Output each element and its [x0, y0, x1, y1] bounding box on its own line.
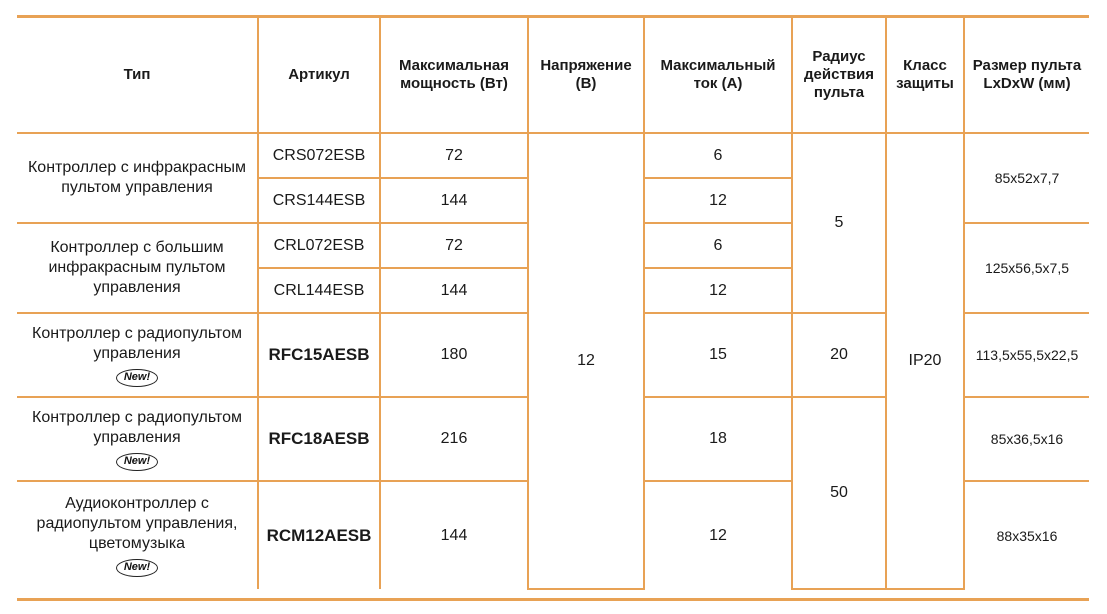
header-remote-size: Размер пульта LxDxW (мм)	[964, 18, 1089, 133]
type-cell	[17, 481, 258, 589]
new-badge: New!	[116, 453, 158, 471]
header-current: Максимальный ток (А)	[644, 18, 792, 133]
type-label: Контроллер с радиопультом управления	[32, 408, 242, 446]
header-type: Тип	[17, 18, 258, 133]
type-label: Контроллер с инфракрасным пультом управления	[27, 159, 247, 196]
type-cell	[17, 133, 258, 223]
header-radius: Радиус действия пульта	[792, 18, 886, 133]
current-cell: 18	[644, 397, 792, 481]
type-cell	[17, 223, 258, 313]
remote-size-cell: 125x56,5x7,5	[964, 223, 1089, 313]
radius-cell: 50	[792, 397, 886, 589]
type-cell	[17, 313, 258, 397]
current-cell: 15	[644, 313, 792, 397]
power-cell: 180	[380, 313, 528, 397]
article-cell: CRS072ESB	[258, 133, 380, 178]
remote-size-cell: 88x35x16	[964, 481, 1089, 589]
remote-size-cell: 85x36,5x16	[964, 397, 1089, 481]
power-cell: 144	[380, 481, 528, 589]
protection-cell: IP20	[886, 133, 964, 589]
article-cell: RFC15AESB	[258, 313, 380, 397]
header-article: Артикул	[258, 18, 380, 133]
remote-size-cell: 85x52x7,7	[964, 133, 1089, 223]
current-cell: 6	[644, 133, 792, 178]
current-cell: 12	[644, 178, 792, 223]
current-cell: 6	[644, 223, 792, 268]
current-cell: 12	[644, 481, 792, 589]
radius-cell: 5	[792, 133, 886, 313]
remote-size-cell: 113,5x55,5x22,5	[964, 313, 1089, 397]
header-protection: Класс защиты	[886, 18, 964, 133]
power-cell: 144	[380, 268, 528, 313]
article-cell: CRS144ESB	[258, 178, 380, 223]
header-voltage: Напряжение (В)	[528, 18, 644, 133]
type-label: Аудиоконтроллер с радиопультом управления, цветомузыка	[36, 495, 238, 552]
article-cell: CRL144ESB	[258, 268, 380, 313]
power-cell: 216	[380, 397, 528, 481]
header-row	[17, 18, 1089, 133]
controllers-table	[17, 18, 1089, 590]
new-badge: New!	[116, 559, 158, 577]
article-cell: RFC18AESB	[258, 397, 380, 481]
article-cell: RCM12AESB	[258, 481, 380, 589]
power-cell: 72	[380, 133, 528, 178]
article-cell: CRL072ESB	[258, 223, 380, 268]
header-power: Максимальная мощность (Вт)	[380, 18, 528, 133]
current-cell: 12	[644, 268, 792, 313]
new-badge: New!	[116, 369, 158, 387]
type-label: Контроллер с радиопультом управления	[32, 324, 242, 362]
power-cell: 144	[380, 178, 528, 223]
table-row	[17, 133, 1089, 178]
voltage-cell: 12	[528, 133, 644, 589]
type-cell	[17, 397, 258, 481]
power-cell: 72	[380, 223, 528, 268]
type-label: Контроллер с большим инфракрасным пультом управления	[48, 239, 226, 296]
radius-cell: 20	[792, 313, 886, 397]
